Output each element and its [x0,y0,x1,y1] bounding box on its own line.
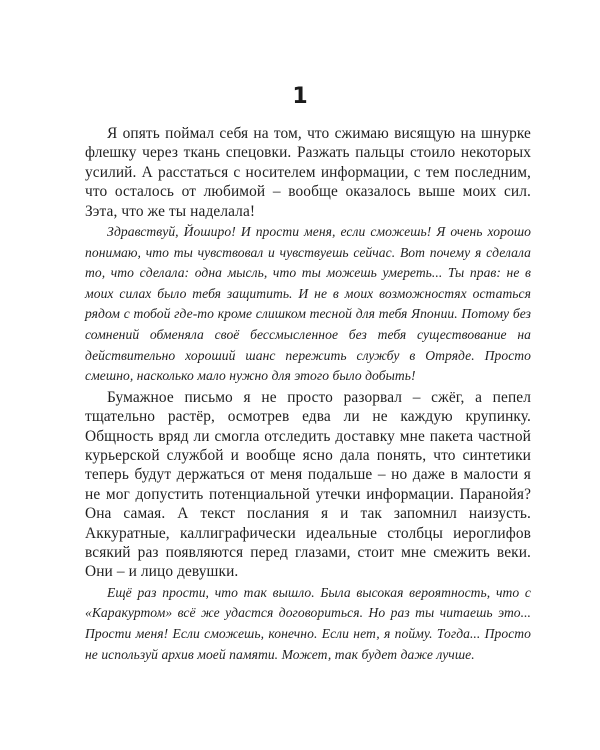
paragraph-narration-1: Я опять поймал себя на том, что сжимаю висящую на шнурке флешку через ткань спецовки. Разжать пальцы стоило некоторых усилий. А расстаться с носителем информации, с тем последним, что осталось от любимой – вообще оказалось выше моих сил. Зэта, что же ты наделала! [85,125,531,220]
chapter-text [85,124,531,665]
chapter-number: 1 [292,84,308,109]
paragraph-letter-1: Здравствуй, Йоширо! И прости меня, если сможешь! Я очень хорошо понимаю, что ты чувствовал и чувствуешь сейчас. Вот почему я сделала то, что сделала: одна мысль, что ты можешь умереть... Ты прав: не в моих силах было тебя защитить. И не в моих возможностях остаться рядом с тобой где-то кроме слишком тесной для тебя Японии. Потому без сомнений обменяла своё бессмысленное без тебя существование на действительно хороший шанс пережить службу в Отряде. Просто смешно, насколько мало нужно для этого было добыть! [85,224,531,384]
paragraph-letter-2: Ещё раз прости, что так вышло. Была высокая вероятность, что с «Каракуртом» всё же удастся договориться. Но раз ты читаешь это... Прости меня! Если сможешь, конечно. Если нет, я пойму. Тогда... Просто не используй архив моей памяти. Может, так будет даже лучше. [85,584,531,662]
paragraph-narration-2: Бумажное письмо я не просто разорвал – сжёг, а пепел тщательно растёр, осмотрев едва ли не каждую крупинку. Общность вряд ли смогла отследить доставку мне пакета частной курьерской службой и вообще ясно дала понять, что синтетики теперь будут держаться от меня подальше – но даже в малости я не мог допустить потенциальной утечки информации. Паранойя? Она самая. А текст послания я и так запомнил наизусть. Аккуратные, каллиграфически идеальные столбцы иероглифов всякий раз появляются перед глазами, стоит мне смежить веки. Они – и лицо девушки. [85,388,531,581]
